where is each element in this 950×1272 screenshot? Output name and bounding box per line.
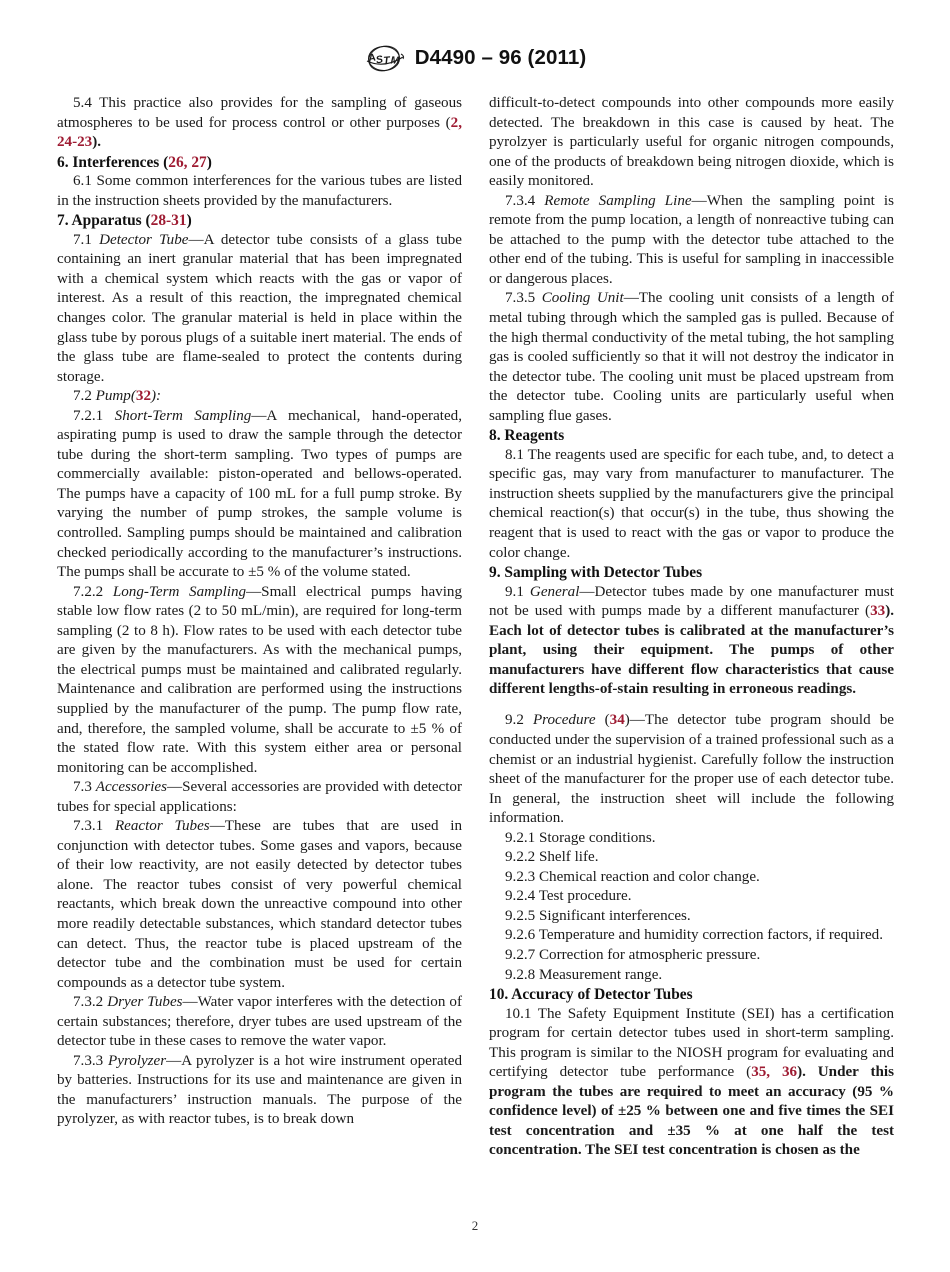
heading-8-reagents: 8. Reagents xyxy=(489,427,565,445)
list-item: 9.2.4 Test procedure. xyxy=(505,888,632,905)
citation-ref[interactable]: 28-31 xyxy=(150,212,187,230)
citation-ref[interactable]: 2, 24-23 xyxy=(57,114,462,151)
paragraph-7-3-5 xyxy=(489,289,894,426)
citation-ref[interactable]: 34 xyxy=(609,712,625,729)
paragraph-7-3-1-text: —These are tubes that are used in conjunction with detector tubes. Some gases and vapors, because of their low reactivity, are not easily detected by detector tubes alone. The reactor tubes consist of very powerful chemical reactants, which break down the unreactive compound into other more readily detectable substances, which standard detector tubes can detect. Thus, the reactor tube is placed upstream of the detector tube and the combination must be used for certain compounds as a detector tube system. xyxy=(57,818,462,991)
paragraph-7-3 xyxy=(57,778,462,817)
paragraph-number: 7.3.3 xyxy=(73,1052,108,1069)
list-item: 9.2.7 Correction for atmospheric pressure. xyxy=(505,947,761,964)
paragraph-number: 7.2.2 xyxy=(73,583,113,600)
paragraph-7-3-text: —Several accessories are provided with detector tubes for special applications: xyxy=(57,779,462,815)
paragraph-9-2-text: )—The detector tube program should be conducted under the supervision of a trained professional such as a chemist or an industrial hygienist. Carefully follow the instruction sheet of the manufacturer for the proper use of each detector tube. In general, the instruction sheet will include the following information. xyxy=(489,712,894,827)
defined-term: Pump xyxy=(95,388,131,405)
paragraph-9-1 xyxy=(489,583,894,700)
paragraph-7-3-2-text: —Water vapor interferes with the detection of certain substances; therefore, dryer tubes are used upstream of the detector tube in these cases to remove the water vapor. xyxy=(57,994,462,1050)
paragraph-7-2-1 xyxy=(57,407,462,583)
paragraph-10-1-text: 10.1 The Safety Equipment Institute (SEI) has a certification program for certain detector tubes used in short-term sampling. This program is similar to the NIOSH program for evaluating and certifying detector tube performance ( xyxy=(489,1005,894,1081)
paragraph-7-3-3-text: —A pyrolyzer is a hot wire instrument operated by batteries. Instructions for its use and maintenance are given in the manufacturers’ instruction manuals. The purpose of the pyrolyzer, as with reactor tubes, is to break down xyxy=(57,1052,462,1128)
document-designation: D4490 – 96 (2011) xyxy=(414,46,587,69)
heading-7-paren-close: ) xyxy=(186,212,192,230)
heading-6-paren-open: ( xyxy=(159,153,169,171)
list-item: 9.2.1 Storage conditions. xyxy=(505,829,656,846)
heading-6-text: 6. Interferences xyxy=(57,153,160,171)
list-item: 9.2.6 Temperature and humidity correction factors, if required. xyxy=(505,927,883,944)
paragraph-7-2-2-text: —Small electrical pumps having stable low flow rates (2 to 50 mL/min), are required for long-term sampling (2 to 8 h). Flow rates to be used with each detector tube are given by the manufacturers. As with the mechanical pumps, the electrical pumps must be maintained and calibrated regularly. Maintenance and calibration are performed using the instructions supplied by the manufacturer of the pump. The pump flow rate, and, therefore, the sampled volume, shall be accurate to ±5 % of the stated flow rate. With this system either area or personal monitoring can be accomplished. xyxy=(57,583,462,776)
paragraph-number: 7.3.2 xyxy=(73,994,108,1011)
heading-6-interferences xyxy=(57,153,462,173)
defined-term: Accessories xyxy=(95,779,167,796)
list-item: 9.2.3 Chemical reaction and color change. xyxy=(505,868,760,885)
paragraph-number: 7.3.4 xyxy=(505,192,545,209)
paragraph-7-1-text: —A detector tube consists of a glass tube containing an inert granular material that has been impregnated with a chemical system which reacts with the gas or vapor of interest. As a result of this reaction, the impregnated chemical changes color. The granular material is held in place within the glass tube by porous plugs of a suitable inert material. The ends of the glass tube are flame-sealed to protect the contents during storage. xyxy=(57,231,463,385)
defined-term: Detector Tube xyxy=(99,231,189,248)
paragraph-10-1-tail: ). Under this program the tubes are required to meet an accuracy (95 % confidence level) of ±25 % between one and five times the SEI test concentration and ±35 % at one half the test concentration. The SEI test concentration is chosen as the xyxy=(489,1064,894,1159)
svg-text:T: T xyxy=(382,54,390,67)
defined-term: General xyxy=(529,583,580,600)
paren-open: ( xyxy=(130,388,136,405)
astm-logo-icon xyxy=(364,44,406,73)
paragraph-9-1-tail: ). Each lot of detector tubes is calibrated at the manufacturer’s plant, using their equipment. The pumps of other manufacturers have different flow characteristics that cause different lengths-of-stain resulting in erroneous readings. xyxy=(489,603,894,698)
citation-ref[interactable]: 35, 36 xyxy=(751,1064,798,1081)
defined-term: Dryer Tubes xyxy=(107,994,183,1011)
defined-term: Reactor Tubes xyxy=(114,818,210,835)
citation-ref[interactable]: 33 xyxy=(870,603,886,620)
paragraph-number: 7.1 xyxy=(73,231,100,248)
paragraph-number: 7.3 xyxy=(73,779,96,796)
heading-7-paren-open: ( xyxy=(141,212,151,230)
citation-ref[interactable]: 32 xyxy=(135,388,151,405)
page-number: 2 xyxy=(471,1218,479,1233)
defined-term: Remote Sampling Line xyxy=(544,192,692,209)
paragraph-7-3-2 xyxy=(57,993,462,1052)
svg-text:S: S xyxy=(374,52,384,66)
heading-6-paren-close: ) xyxy=(206,153,212,171)
paragraph-7-2 xyxy=(57,387,462,407)
two-column-body xyxy=(57,94,895,1161)
paragraph-10-1 xyxy=(489,1005,894,1161)
paragraph-9-2 xyxy=(489,711,894,828)
heading-7-apparatus xyxy=(57,211,462,231)
defined-term: Short-Term Sampling xyxy=(114,407,252,424)
paragraph-6-1: 6.1 Some common interferences for the various tubes are listed in the instruction sheets provided by the manufacturers. xyxy=(57,173,462,209)
paragraph-7-3-4-text: —When the sampling point is remote from the pump location, a length of nonreactive tubing can be attached to the pump with the detector tube attached to the other end of the tubing. This is useful for sampling in inaccessible or dangerous places. xyxy=(489,192,894,287)
defined-term: Pyrolyzer xyxy=(107,1052,167,1069)
defined-term: Procedure xyxy=(532,712,596,729)
paragraph-5-4-tail: ). xyxy=(92,134,102,151)
svg-text:A: A xyxy=(366,50,377,65)
paragraph-7-3-3 xyxy=(57,1052,462,1130)
paragraph-number: 9.1 xyxy=(505,583,530,600)
page-header xyxy=(0,0,950,76)
paragraph-number: 7.2.1 xyxy=(73,407,115,424)
paragraph-5-4 xyxy=(57,94,462,153)
paren-close: ): xyxy=(150,388,162,405)
paragraph-number: 9.2 xyxy=(505,712,533,729)
list-item: 9.2.5 Significant interferences. xyxy=(505,907,691,924)
paren-open: ( xyxy=(595,712,610,729)
paragraph-8-1: 8.1 The reagents used are specific for each tube, and, to detect a specific gas, may vary from manufacturer to manufacturer. The instruction sheets supplied by the manufacturers give the principal chemical reaction(s) that occur(s) in the tube, thus showing the reagent that is used to react with the gas or vapor to produce the color change. xyxy=(489,446,894,561)
paragraph-number: 7.3.5 xyxy=(505,290,542,307)
svg-text:M: M xyxy=(390,54,400,67)
defined-term: Long-Term Sampling xyxy=(112,583,247,600)
paragraph-7-2-1-text: —A mechanical, hand-operated, aspirating pump is used to draw the sample through the detector tube during the short-term sampling. Two types of pumps are commercially available: piston-operated and bellows-operated. The pumps have a capacity of 100 mL for a full pump stroke. By varying the number of pump strokes, the sample volume is controlled. Sampling pumps should be maintained and calibration checked periodically according to the manufacturer’s instructions. The pumps shall be accurate to ±5 % of the volume stated. xyxy=(57,407,462,581)
paragraph-9-1-text: —Detector tubes made by one manufacturer must not be used with pumps made by a different manufacturer ( xyxy=(489,583,894,620)
right-column xyxy=(489,94,894,1161)
paragraph-7-3-1 xyxy=(57,817,462,993)
heading-10-accuracy-of-detector-tubes: 10. Accuracy of Detector Tubes xyxy=(489,986,693,1004)
paragraph-7-3-5-text: —The cooling unit consists of a length of metal tubing through which the sampled gas is pulled. Because of the high thermal conductivity of the metal tubing, the hot sampling gas is cooled sufficiently so that it will not destroy the indicator in the detector tube. The cooling unit must be placed upstream from the detector tube. Cooling units are particularly useful when sampling flue gases. xyxy=(489,290,894,424)
defined-term: Cooling Unit xyxy=(541,290,624,307)
paragraph-7-3-3-continued: difficult-to-detect compounds into other compounds more easily detected. The breakdown in this case is caused by heat. The pyrolzyer is particularly useful for organic nitrogen compounds, one of the products of breakdown being nitrogen dioxide, which is easily monitored. xyxy=(489,95,894,190)
left-column xyxy=(57,94,462,1161)
citation-ref[interactable]: 26, 27 xyxy=(168,153,207,171)
paragraph-5-4-text: 5.4 This practice also provides for the sampling of gaseous atmospheres to be used for process control or other purposes ( xyxy=(57,95,462,131)
paragraph-7-2-2 xyxy=(57,583,462,778)
paragraph-7-3-4 xyxy=(489,192,894,290)
list-item: 9.2.2 Shelf life. xyxy=(505,849,599,866)
paragraph-number: 7.3.1 xyxy=(73,818,115,835)
heading-7-text: 7. Apparatus xyxy=(57,212,142,230)
paragraph-number: 7.2 xyxy=(73,388,96,405)
list-item: 9.2.8 Measurement range. xyxy=(505,966,663,983)
paragraph-7-1 xyxy=(57,231,462,387)
heading-9-sampling-with-detector-tubes: 9. Sampling with Detector Tubes xyxy=(489,564,703,582)
